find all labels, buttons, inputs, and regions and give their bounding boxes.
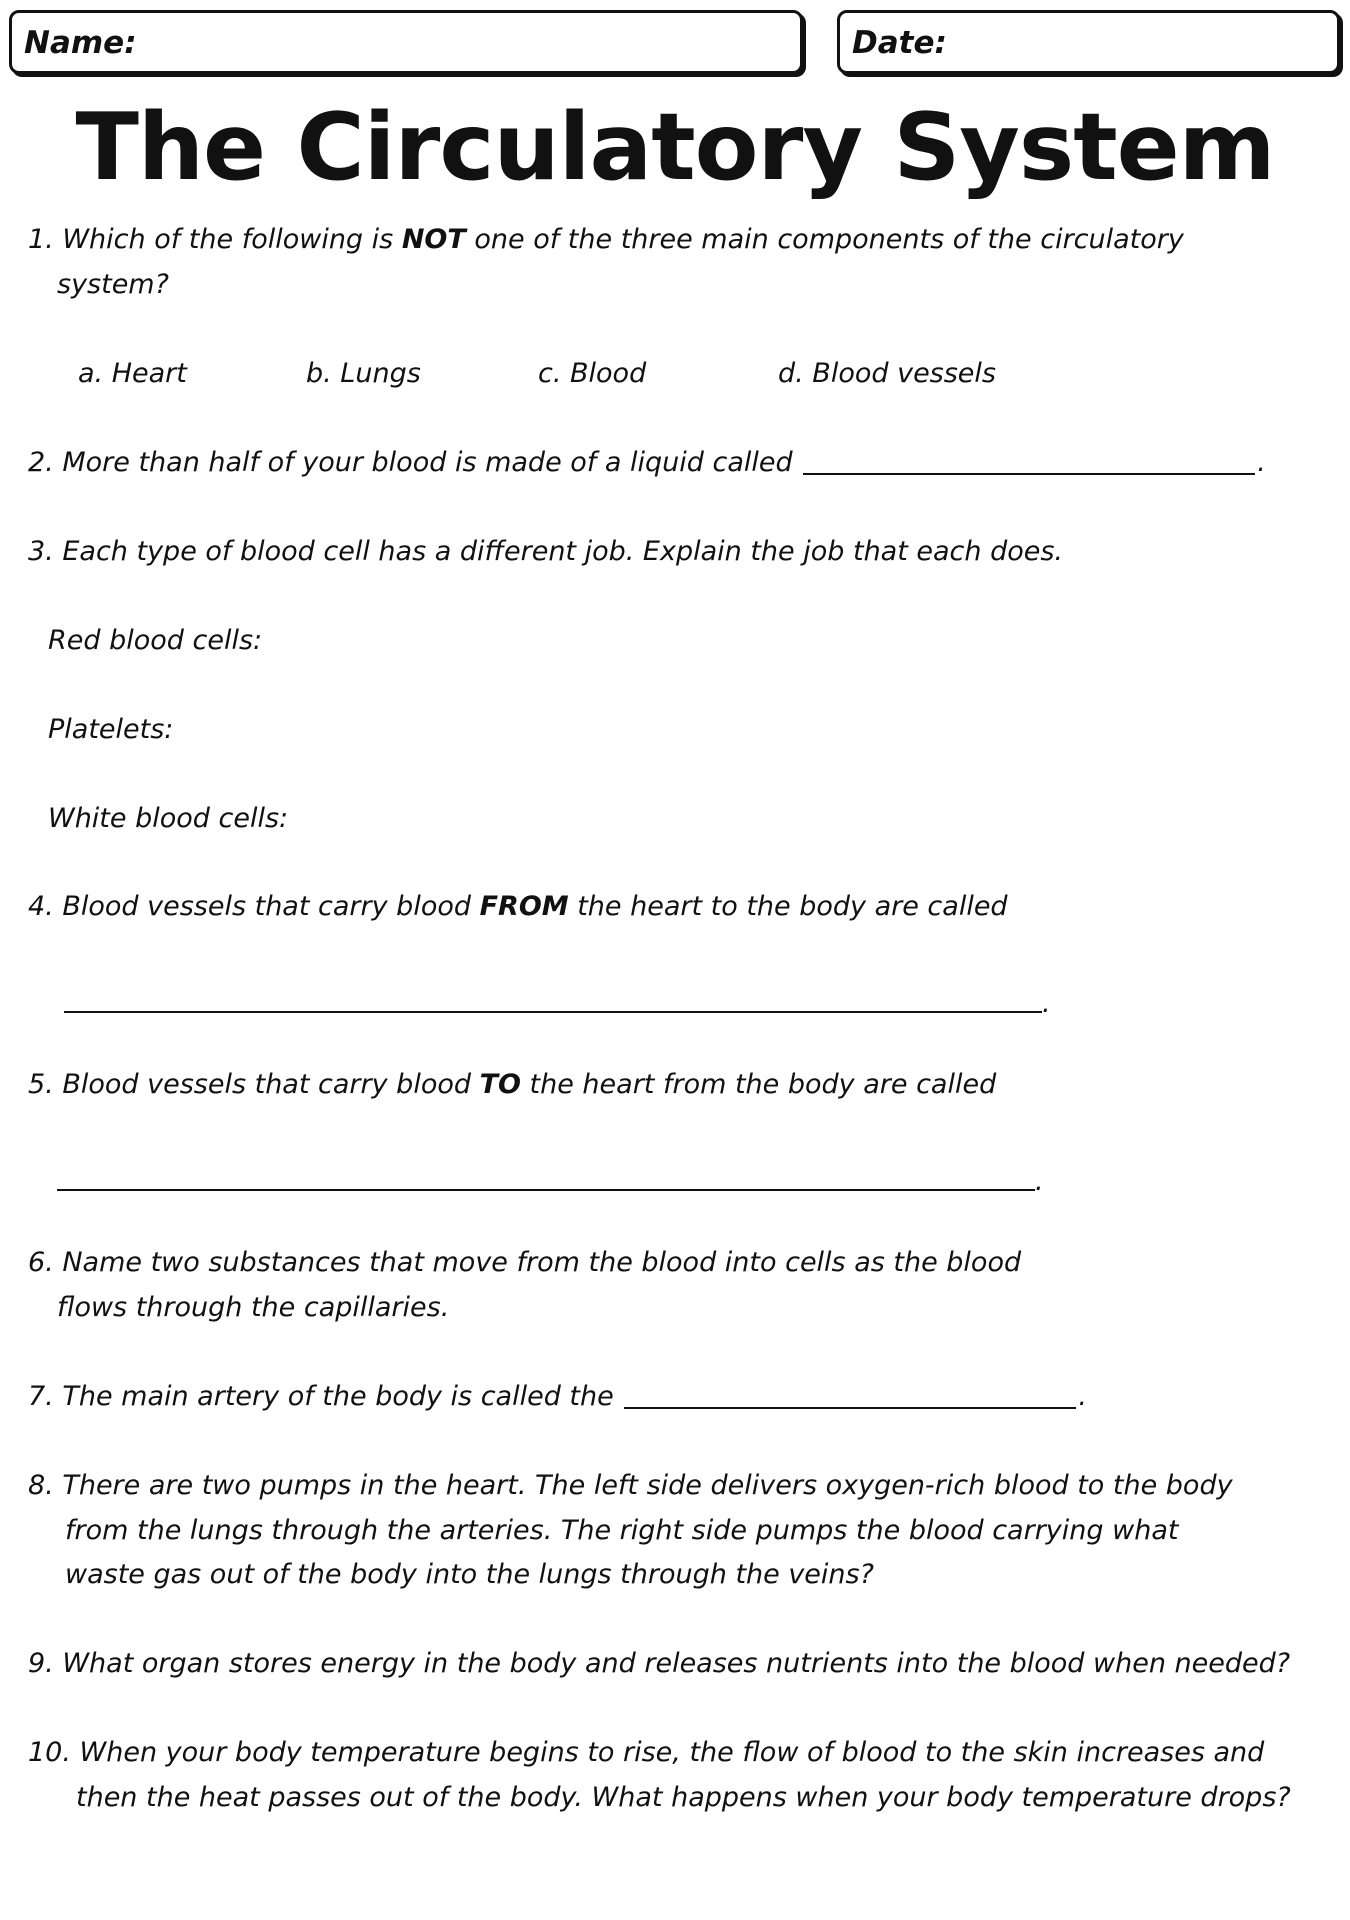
question-8-line-2: from the lungs through the arteries. The right side pumps the blood carrying what	[65, 1515, 1179, 1546]
date-label: Date:	[852, 25, 947, 61]
question-2: 2. More than half of your blood is made of a liquid called .	[28, 447, 1266, 478]
question-1-line-2: system?	[57, 269, 169, 300]
name-field[interactable]	[9, 10, 803, 74]
answer-blank-5[interactable]	[57, 1189, 1035, 1191]
answer-4-period: .	[1042, 988, 1051, 1019]
question-6: 6. Name two substances that move from the blood into cells as the blood	[28, 1247, 1022, 1278]
question-10: 10. When your body temperature begins to rise, the flow of blood to the skin increases and	[28, 1737, 1265, 1768]
option-b[interactable]: b. Lungs	[306, 358, 421, 389]
answer-blank-2[interactable]	[803, 445, 1255, 475]
question-8-line-3: waste gas out of the body into the lungs through the veins?	[65, 1559, 874, 1590]
answer-5-period: .	[1035, 1166, 1044, 1197]
option-d[interactable]: d. Blood vessels	[778, 358, 996, 389]
date-field[interactable]	[837, 10, 1340, 74]
question-4: 4. Blood vessels that carry blood FROM the heart to the body are called	[28, 891, 1008, 922]
question-3: 3. Each type of blood cell has a different job. Explain the job that each does.	[28, 536, 1064, 567]
question-6-line-2: flows through the capillaries.	[57, 1292, 450, 1323]
answer-blank-4[interactable]	[64, 1011, 1042, 1013]
question-7: 7. The main artery of the body is called the .	[28, 1381, 1087, 1412]
name-label: Name:	[24, 25, 137, 61]
platelets-label: Platelets:	[48, 714, 174, 745]
white-blood-cells-label: White blood cells:	[48, 803, 289, 834]
question-8: 8. There are two pumps in the heart. The left side delivers oxygen-rich blood to the body	[28, 1470, 1233, 1501]
option-c[interactable]: c. Blood	[538, 358, 647, 389]
red-blood-cells-label: Red blood cells:	[48, 625, 263, 656]
question-9: 9. What organ stores energy in the body and releases nutrients into the blood when needed?	[28, 1648, 1291, 1679]
question-1: 1. Which of the following is NOT one of the three main components of the circulatory	[28, 224, 1184, 255]
question-5: 5. Blood vessels that carry blood TO the heart from the body are called	[28, 1069, 997, 1100]
option-a[interactable]: a. Heart	[78, 358, 187, 389]
worksheet-title: The Circulatory System	[75, 93, 1275, 201]
answer-blank-7[interactable]	[624, 1379, 1076, 1409]
question-10-line-2: then the heat passes out of the body. What happens when your body temperature drops?	[76, 1782, 1291, 1813]
